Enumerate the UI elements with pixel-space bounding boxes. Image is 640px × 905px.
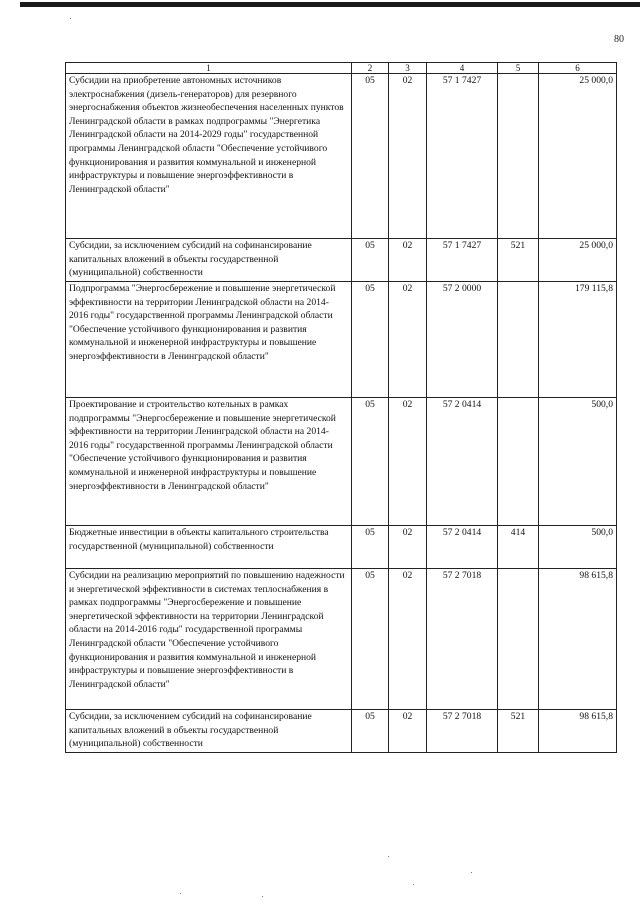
row-subsection: 02 — [389, 398, 427, 526]
row-subsection: 02 — [389, 569, 427, 710]
page-number: 80 — [614, 34, 624, 45]
row-target-article: 57 1 7427 — [427, 239, 498, 282]
row-name: Проектирование и строительство котельных в рамках подпрограммы "Энергосбережение и повышение энергетической эффективности на территории Ленинградской области на 2014-2016 годы" государственной программы Ленинградской области "Обеспечение устойчивого функционирования и развития коммунальной и инженерной инфраструктуры и повышение энергоэффективности в Ленинградской области" — [66, 398, 352, 526]
row-name: Подпрограмма "Энергосбережение и повышение энергетической эффективности на территории Ленинградской области на 2014-2016 годы" государственной программы Ленинградской области "Обеспечение устойчивого функционирования и развития коммунальной и инженерной инфраструктуры и повышение энергоэффективности в Ленинградской области" — [66, 282, 352, 398]
row-name: Бюджетные инвестиции в объекты капитального строительства государственной (муниципальной) собственности — [66, 526, 352, 569]
row-subsection: 02 — [389, 282, 427, 398]
row-expense-type — [498, 569, 539, 710]
row-amount: 500,0 — [539, 398, 617, 526]
row-subsection: 02 — [389, 526, 427, 569]
row-section: 05 — [352, 239, 389, 282]
row-subsection: 02 — [389, 74, 427, 239]
row-expense-type: 414 — [498, 526, 539, 569]
row-target-article: 57 2 0414 — [427, 398, 498, 526]
table-row — [66, 398, 617, 526]
row-subsection: 02 — [389, 239, 427, 282]
header-col-2: 2 — [352, 63, 389, 74]
top-border-rule — [20, 2, 640, 7]
row-amount: 98 615,8 — [539, 710, 617, 753]
table-row — [66, 74, 617, 239]
header-col-3: 3 — [389, 63, 427, 74]
row-target-article: 57 2 7018 — [427, 569, 498, 710]
table-header-row — [66, 63, 617, 74]
header-col-1: 1 — [66, 63, 352, 74]
row-target-article: 57 1 7427 — [427, 74, 498, 239]
row-expense-type — [498, 282, 539, 398]
table-row — [66, 569, 617, 710]
row-target-article: 57 2 0414 — [427, 526, 498, 569]
row-subsection: 02 — [389, 710, 427, 753]
row-section: 05 — [352, 526, 389, 569]
row-expense-type — [498, 74, 539, 239]
row-section: 05 — [352, 569, 389, 710]
row-expense-type: 521 — [498, 710, 539, 753]
row-amount: 98 615,8 — [539, 569, 617, 710]
row-expense-type — [498, 398, 539, 526]
row-amount: 500,0 — [539, 526, 617, 569]
row-amount: 25 000,0 — [539, 239, 617, 282]
table-row — [66, 282, 617, 398]
row-amount: 179 115,8 — [539, 282, 617, 398]
row-section: 05 — [352, 710, 389, 753]
row-expense-type: 521 — [498, 239, 539, 282]
table-row — [66, 239, 617, 282]
row-amount: 25 000,0 — [539, 74, 617, 239]
row-section: 05 — [352, 398, 389, 526]
row-name: Субсидии, за исключением субсидий на софинансирование капитальных вложений в объекты государственной (муниципальной) собственности — [66, 710, 352, 753]
row-section: 05 — [352, 74, 389, 239]
row-name: Субсидии на реализацию мероприятий по повышению надежности и энергетической эффективности в системах теплоснабжения в рамках подпрограммы "Энергосбережение и повышение энергетической эффективности на территории Ленинградской области на 2014-2016 годы" государственной программы Ленинградской области "Обеспечение устойчивого функционирования и развития коммунальной и инженерной инфраструктуры и повышение энергоэффективности в Ленинградской области" — [66, 569, 352, 710]
header-col-4: 4 — [427, 63, 498, 74]
row-section: 05 — [352, 282, 389, 398]
header-col-5: 5 — [498, 63, 539, 74]
header-col-6: 6 — [539, 63, 617, 74]
table-row — [66, 526, 617, 569]
budget-table — [65, 62, 617, 753]
row-target-article: 57 2 7018 — [427, 710, 498, 753]
table-row — [66, 710, 617, 753]
row-name: Субсидии, за исключением субсидий на софинансирование капитальных вложений в объекты государственной (муниципальной) собственности — [66, 239, 352, 282]
row-name: Субсидии на приобретение автономных источников электроснабжения (дизель-генераторов) для резервного энергоснабжения объектов жизнеобеспечения населенных пунктов Ленинградской области в рамках подпрограммы "Энергетика Ленинградской области на 2014-2029 годы" государственной программы Ленинградской области "Обеспечение устойчивого функционирования и развития коммунальной и инженерной инфраструктуры и повышение энергоэффективности в Ленинградской области" — [66, 74, 352, 239]
row-target-article: 57 2 0000 — [427, 282, 498, 398]
